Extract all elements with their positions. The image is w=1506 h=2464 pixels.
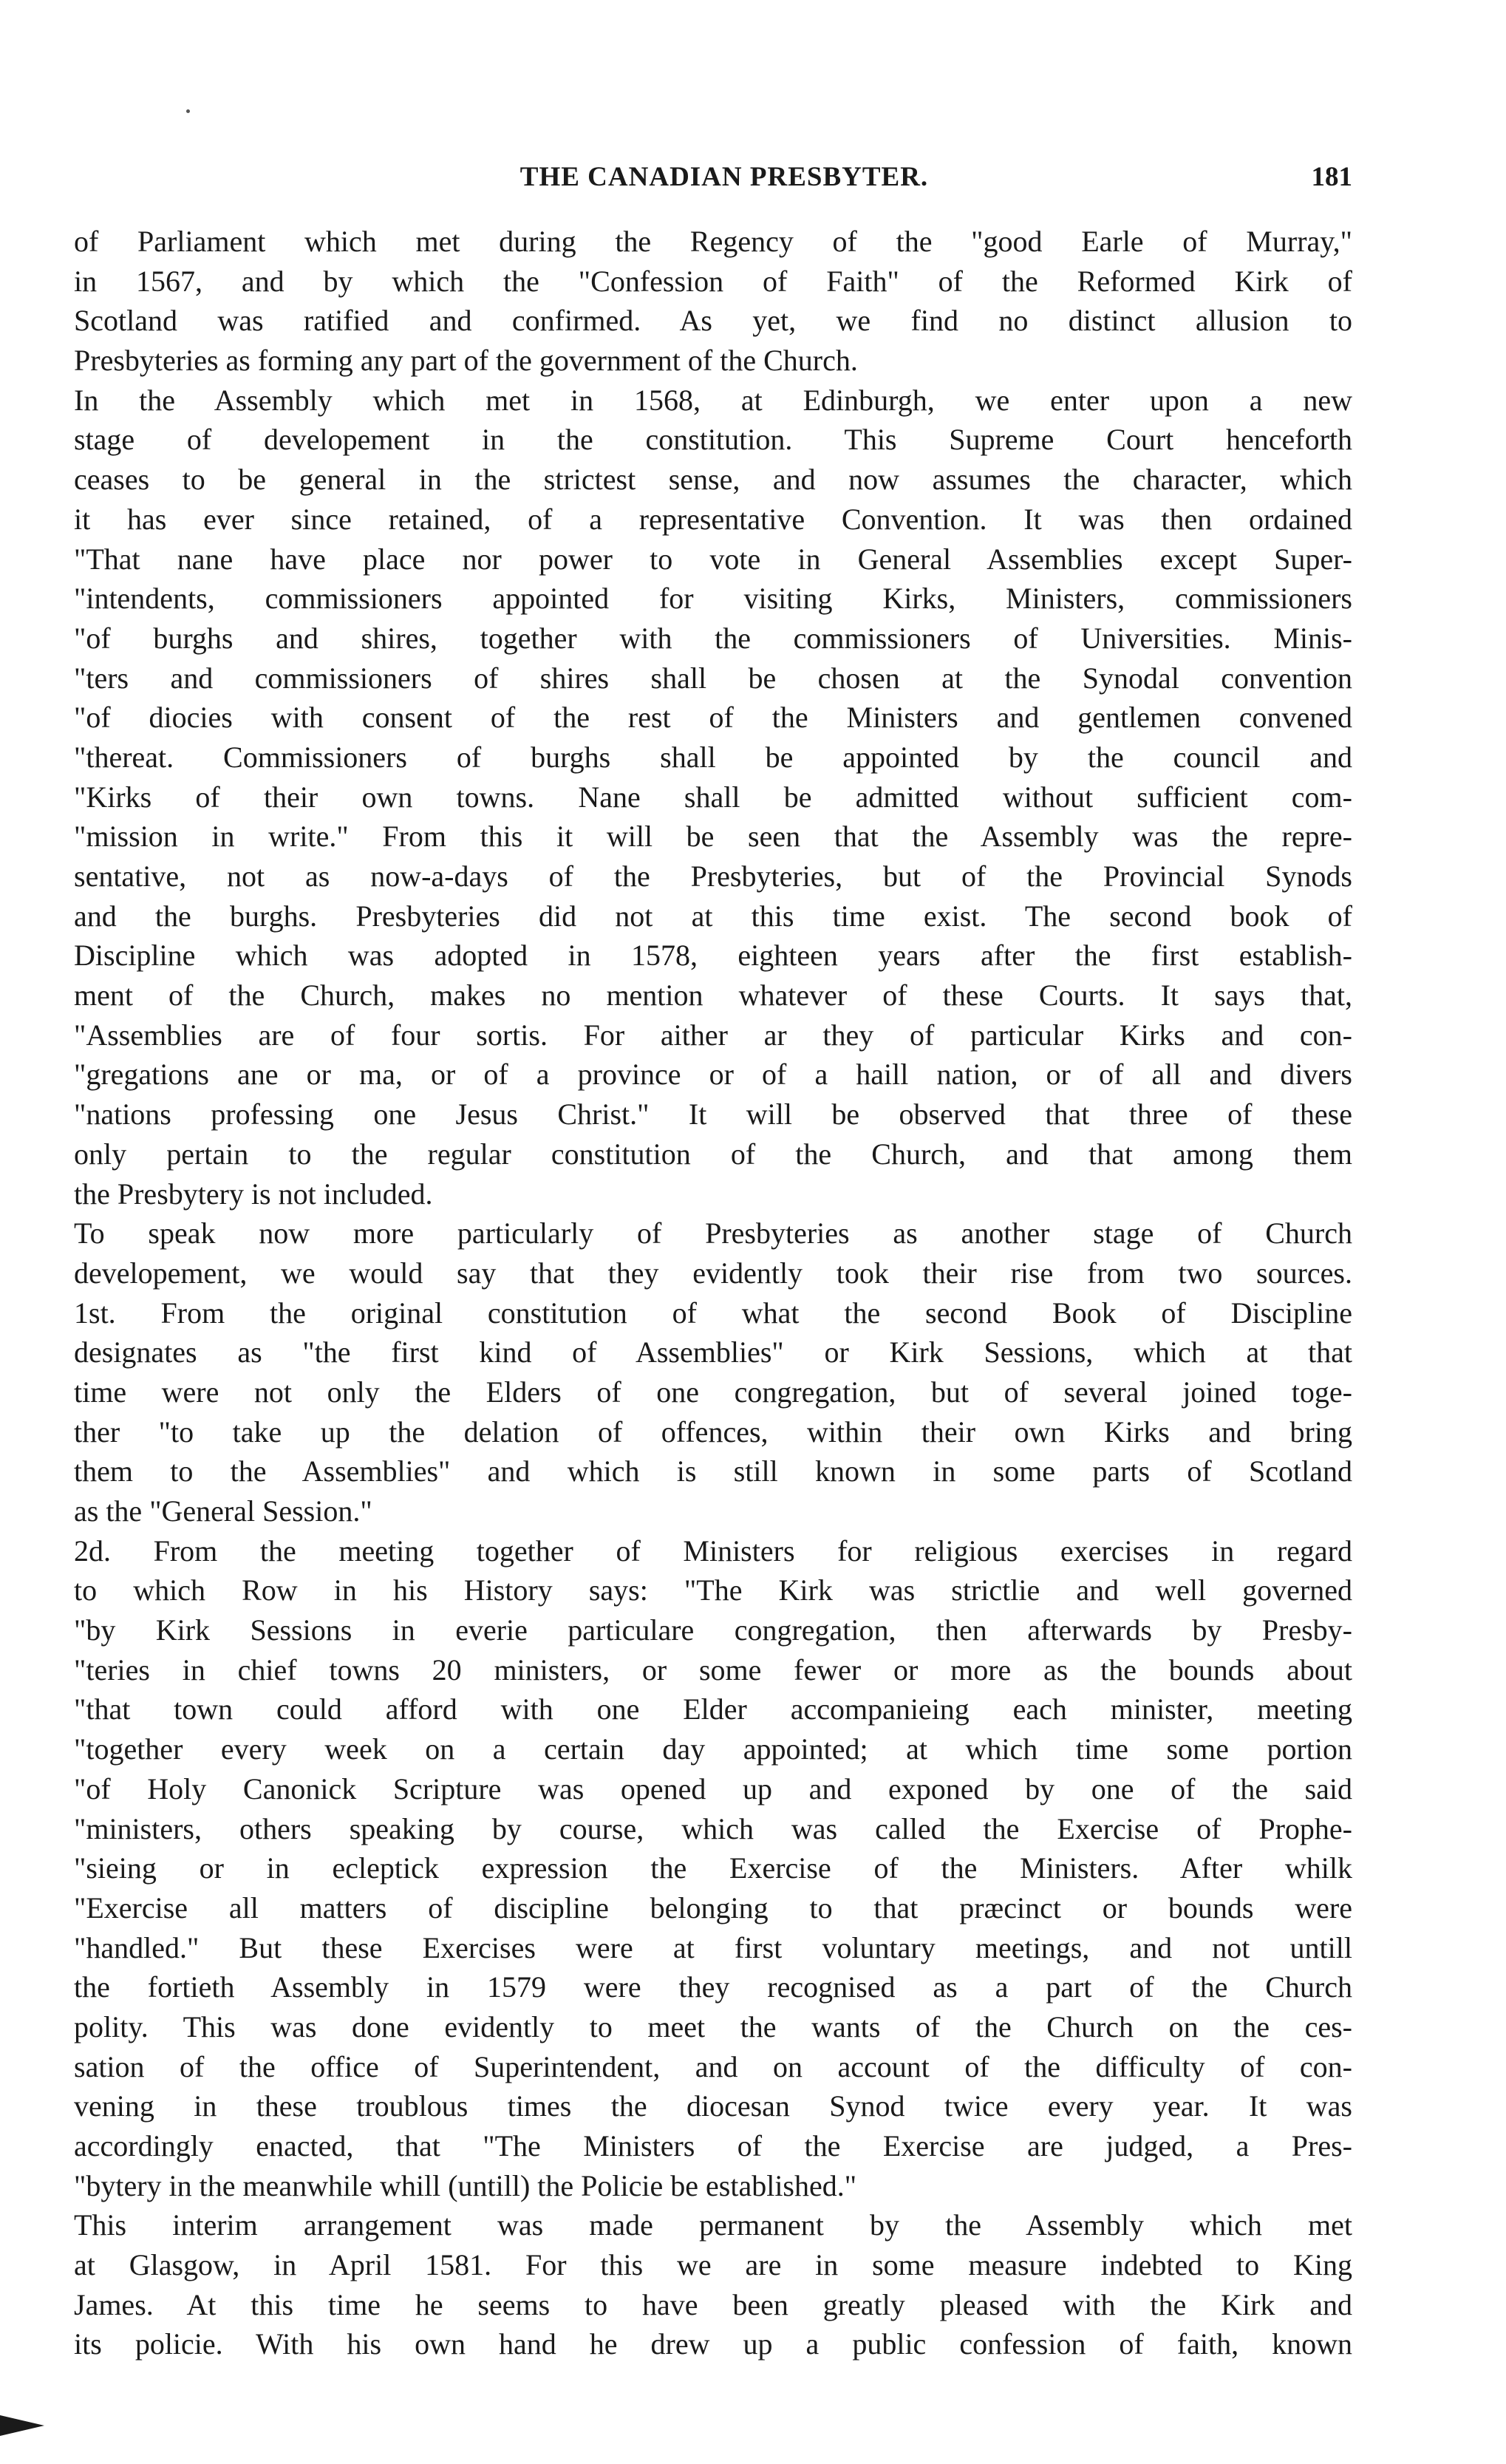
text-line: in 1567, and by which the "Confession of Faith" of the Reformed Kirk of	[74, 264, 1352, 298]
text-line: accordingly enacted, that "The Ministers of the Exercise are judged, a Pres-	[74, 2129, 1352, 2162]
text-line: "by Kirk Sessions in everie particulare congregation, then afterwards by Presby-	[74, 1613, 1352, 1647]
body-text	[74, 222, 1352, 2364]
text-line: it has ever since retained, of a representative Convention. It was then ordained	[74, 502, 1352, 536]
text-line: ment of the Church, makes no mention whatever of these Courts. It says that,	[74, 979, 1352, 1013]
text-line: "intendents, commissioners appointed for visiting Kirks, Ministers, commissioners	[74, 582, 1352, 616]
text-line: "ministers, others speaking by course, which was called the Exercise of Prophe-	[74, 1811, 1352, 1845]
text-line: "mission in write." From this it will be seen that the Assembly was the repre-	[74, 820, 1352, 854]
text-line: the Presbytery is not included.	[74, 1177, 433, 1211]
text-line: sentative, not as now-a-days of the Presbyteries, but of the Provincial Synods	[74, 860, 1352, 893]
text-line: Scotland was ratified and confirmed. As yet, we find no distinct allusion to	[74, 304, 1352, 338]
text-line: "together every week on a certain day appointed; at which time some portion	[74, 1732, 1352, 1766]
text-line: "gregations ane or ma, or of a province or of a haill nation, or of all and divers	[74, 1058, 1352, 1092]
text-line: "sieing or in ecleptick expression the Exercise of the Ministers. After whilk	[74, 1851, 1352, 1885]
text-line: James. At this time he seems to have been greatly pleased with the Kirk and	[74, 2287, 1352, 2321]
text-line: ceases to be general in the strictest sense, and now assumes the character, which	[74, 463, 1352, 497]
text-line: them to the Assemblies" and which is still known in some parts of Scotland	[74, 1454, 1352, 1488]
text-line: "nations professing one Jesus Christ." It will be observed that three of these	[74, 1097, 1352, 1131]
text-line: To speak now more particularly of Presbyteries as another stage of Church	[74, 1216, 1352, 1250]
text-line: "handled." But these Exercises were at first voluntary meetings, and not untill	[74, 1930, 1352, 1964]
text-line: "of Holy Canonick Scripture was opened up and exponed by one of the said	[74, 1772, 1352, 1806]
text-line: to which Row in his History says: "The Kirk was strictlie and well governed	[74, 1573, 1352, 1607]
text-line: of Parliament which met during the Regency of the "good Earle of Murray,"	[74, 225, 1352, 258]
text-line: ther "to take up the delation of offences, within their own Kirks and bring	[74, 1415, 1352, 1449]
page-header	[96, 161, 1352, 205]
text-line: 2d. From the meeting together of Ministers for religious exercises in regard	[74, 1534, 1352, 1568]
text-line: "Exercise all matters of discipline belonging to that præcinct or bounds were	[74, 1890, 1352, 1924]
text-line: designates as "the first kind of Assemblies" or Kirk Sessions, which at that	[74, 1335, 1352, 1369]
text-line: sation of the office of Superintendent, and on account of the difficulty of con-	[74, 2049, 1352, 2083]
text-line: the fortieth Assembly in 1579 were they recognised as a part of the Church	[74, 1970, 1352, 2004]
text-line: its policie. With his own hand he drew up a public confession of faith, known	[74, 2327, 1352, 2361]
text-line: vening in these troublous times the diocesan Synod twice every year. It was	[74, 2089, 1352, 2123]
text-line: 1st. From the original constitution of what the second Book of Discipline	[74, 1296, 1352, 1330]
text-line: "thereat. Commissioners of burghs shall be appointed by the council and	[74, 740, 1352, 774]
text-line: polity. This was done evidently to meet the wants of the Church on the ces-	[74, 2009, 1352, 2043]
text-line: at Glasgow, in April 1581. For this we are in some measure indebted to King	[74, 2248, 1352, 2282]
text-line: "that town could afford with one Elder accompanieing each minister, meeting	[74, 1692, 1352, 1726]
running-title: THE CANADIAN PRESBYTER.	[519, 162, 929, 192]
text-line: Presbyteries as forming any part of the government of the Church.	[74, 344, 858, 378]
text-line: "of burghs and shires, together with the commissioners of Universities. Minis-	[74, 621, 1352, 655]
text-line: as the "General Session."	[74, 1494, 372, 1528]
text-line: "That nane have place nor power to vote in General Assemblies except Super-	[74, 542, 1352, 576]
text-line: developement, we would say that they evidently took their rise from two sources.	[74, 1256, 1352, 1290]
text-line: only pertain to the regular constitution of the Church, and that among them	[74, 1137, 1352, 1171]
page-corner-mark	[0, 2415, 44, 2436]
text-line: and the burghs. Presbyteries did not at this time exist. The second book of	[74, 899, 1352, 933]
page-number: 181	[1311, 162, 1352, 192]
text-line: "bytery in the meanwhile whill (untill) the Policie be established."	[74, 2168, 857, 2202]
text-line: stage of developement in the constitution. This Supreme Court henceforth	[74, 423, 1352, 457]
text-line: time were not only the Elders of one congregation, but of several joined toge-	[74, 1375, 1352, 1409]
text-line: In the Assembly which met in 1568, at Edinburgh, we enter upon a new	[74, 383, 1352, 417]
text-line: This interim arrangement was made permanent by the Assembly which met	[74, 2208, 1352, 2242]
text-line: "teries in chief towns 20 ministers, or some fewer or more as the bounds about	[74, 1653, 1352, 1687]
text-line: "Kirks of their own towns. Nane shall be admitted without sufficient com-	[74, 780, 1352, 814]
text-line: "of diocies with consent of the rest of the Ministers and gentlemen convened	[74, 701, 1352, 735]
scan-speck	[186, 109, 190, 113]
text-line: Discipline which was adopted in 1578, eighteen years after the first establish-	[74, 939, 1352, 973]
text-line: "ters and commissioners of shires shall be chosen at the Synodal convention	[74, 661, 1352, 695]
text-line: "Assemblies are of four sortis. For aither ar they of particular Kirks and con-	[74, 1018, 1352, 1052]
